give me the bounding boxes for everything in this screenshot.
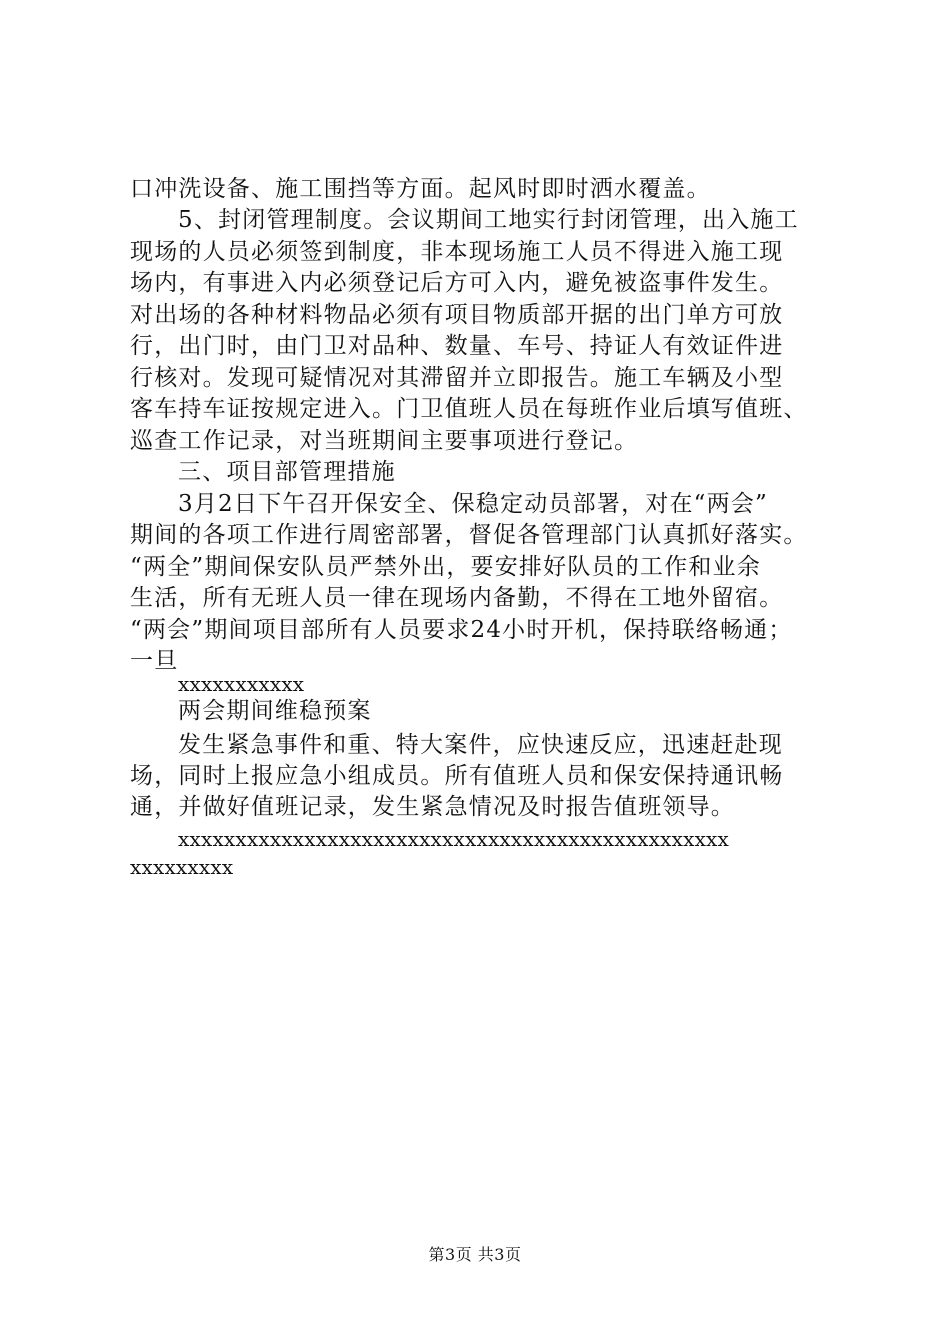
text-line: 场，同时上报应急小组成员。所有值班人员和保安保持通讯畅 [130, 763, 784, 789]
text-line: 对出场的各种材料物品必须有项目物质部开据的出门单方可放 [130, 302, 784, 328]
placeholder-line: xxxxxxxxxxxxxxxxxxxxxxxxxxxxxxxxxxxxxxxxxxxxxxxx [178, 827, 730, 851]
text-line: “两会”期间项目部所有人员要求24小时开机，保持联络畅通； [130, 617, 793, 643]
placeholder-line: xxxxxxxxx [130, 855, 234, 879]
text-line: 现场的人员必须签到制度，非本现场施工人员不得进入施工现 [130, 239, 784, 265]
text-line: 行，出门时，由门卫对品种、数量、车号、持证人有效证件进 [130, 333, 784, 359]
text-line: 发生紧急事件和重、特大案件，应快速反应，迅速赶赴现 [178, 732, 783, 758]
text-line: 通，并做好值班记录，发生紧急情况及时报告值班领导。 [130, 794, 735, 820]
page-number: 第3页 共3页 [428, 1245, 522, 1264]
text-line: 生活，所有无班人员一律在现场内备勤，不得在工地外留宿。 [130, 585, 784, 611]
subheading: 两会期间维稳预案 [178, 698, 372, 724]
text-line: “两全”期间保安队员严禁外出，要安排好队员的工作和业余 [130, 554, 761, 580]
text-line: 口冲洗设备、施工围挡等方面。起风时即时洒水覆盖。 [130, 176, 711, 202]
section-heading: 三、项目部管理措施 [178, 459, 396, 485]
text-line: 一旦 [130, 648, 179, 674]
text-line: 5、封闭管理制度。会议期间工地实行封闭管理，出入施工 [178, 207, 799, 233]
text-line: 行核对。发现可疑情况对其滞留并立即报告。施工车辆及小型 [130, 365, 784, 391]
text-line: 巡查工作记录，对当班期间主要事项进行登记。 [130, 428, 639, 454]
text-line: 场内，有事进入内必须登记后方可入内，避免被盗事件发生。 [130, 270, 784, 296]
text-line: 期间的各项工作进行周密部署，督促各管理部门认真抓好落实。 [130, 522, 808, 548]
placeholder-line: xxxxxxxxxxx [178, 672, 305, 696]
text-line: 3月2日下午召开保安全、保稳定动员部署，对在“两会” [178, 491, 768, 517]
text-line: 客车持车证按规定进入。门卫值班人员在每班作业后填写值班、 [130, 396, 808, 422]
